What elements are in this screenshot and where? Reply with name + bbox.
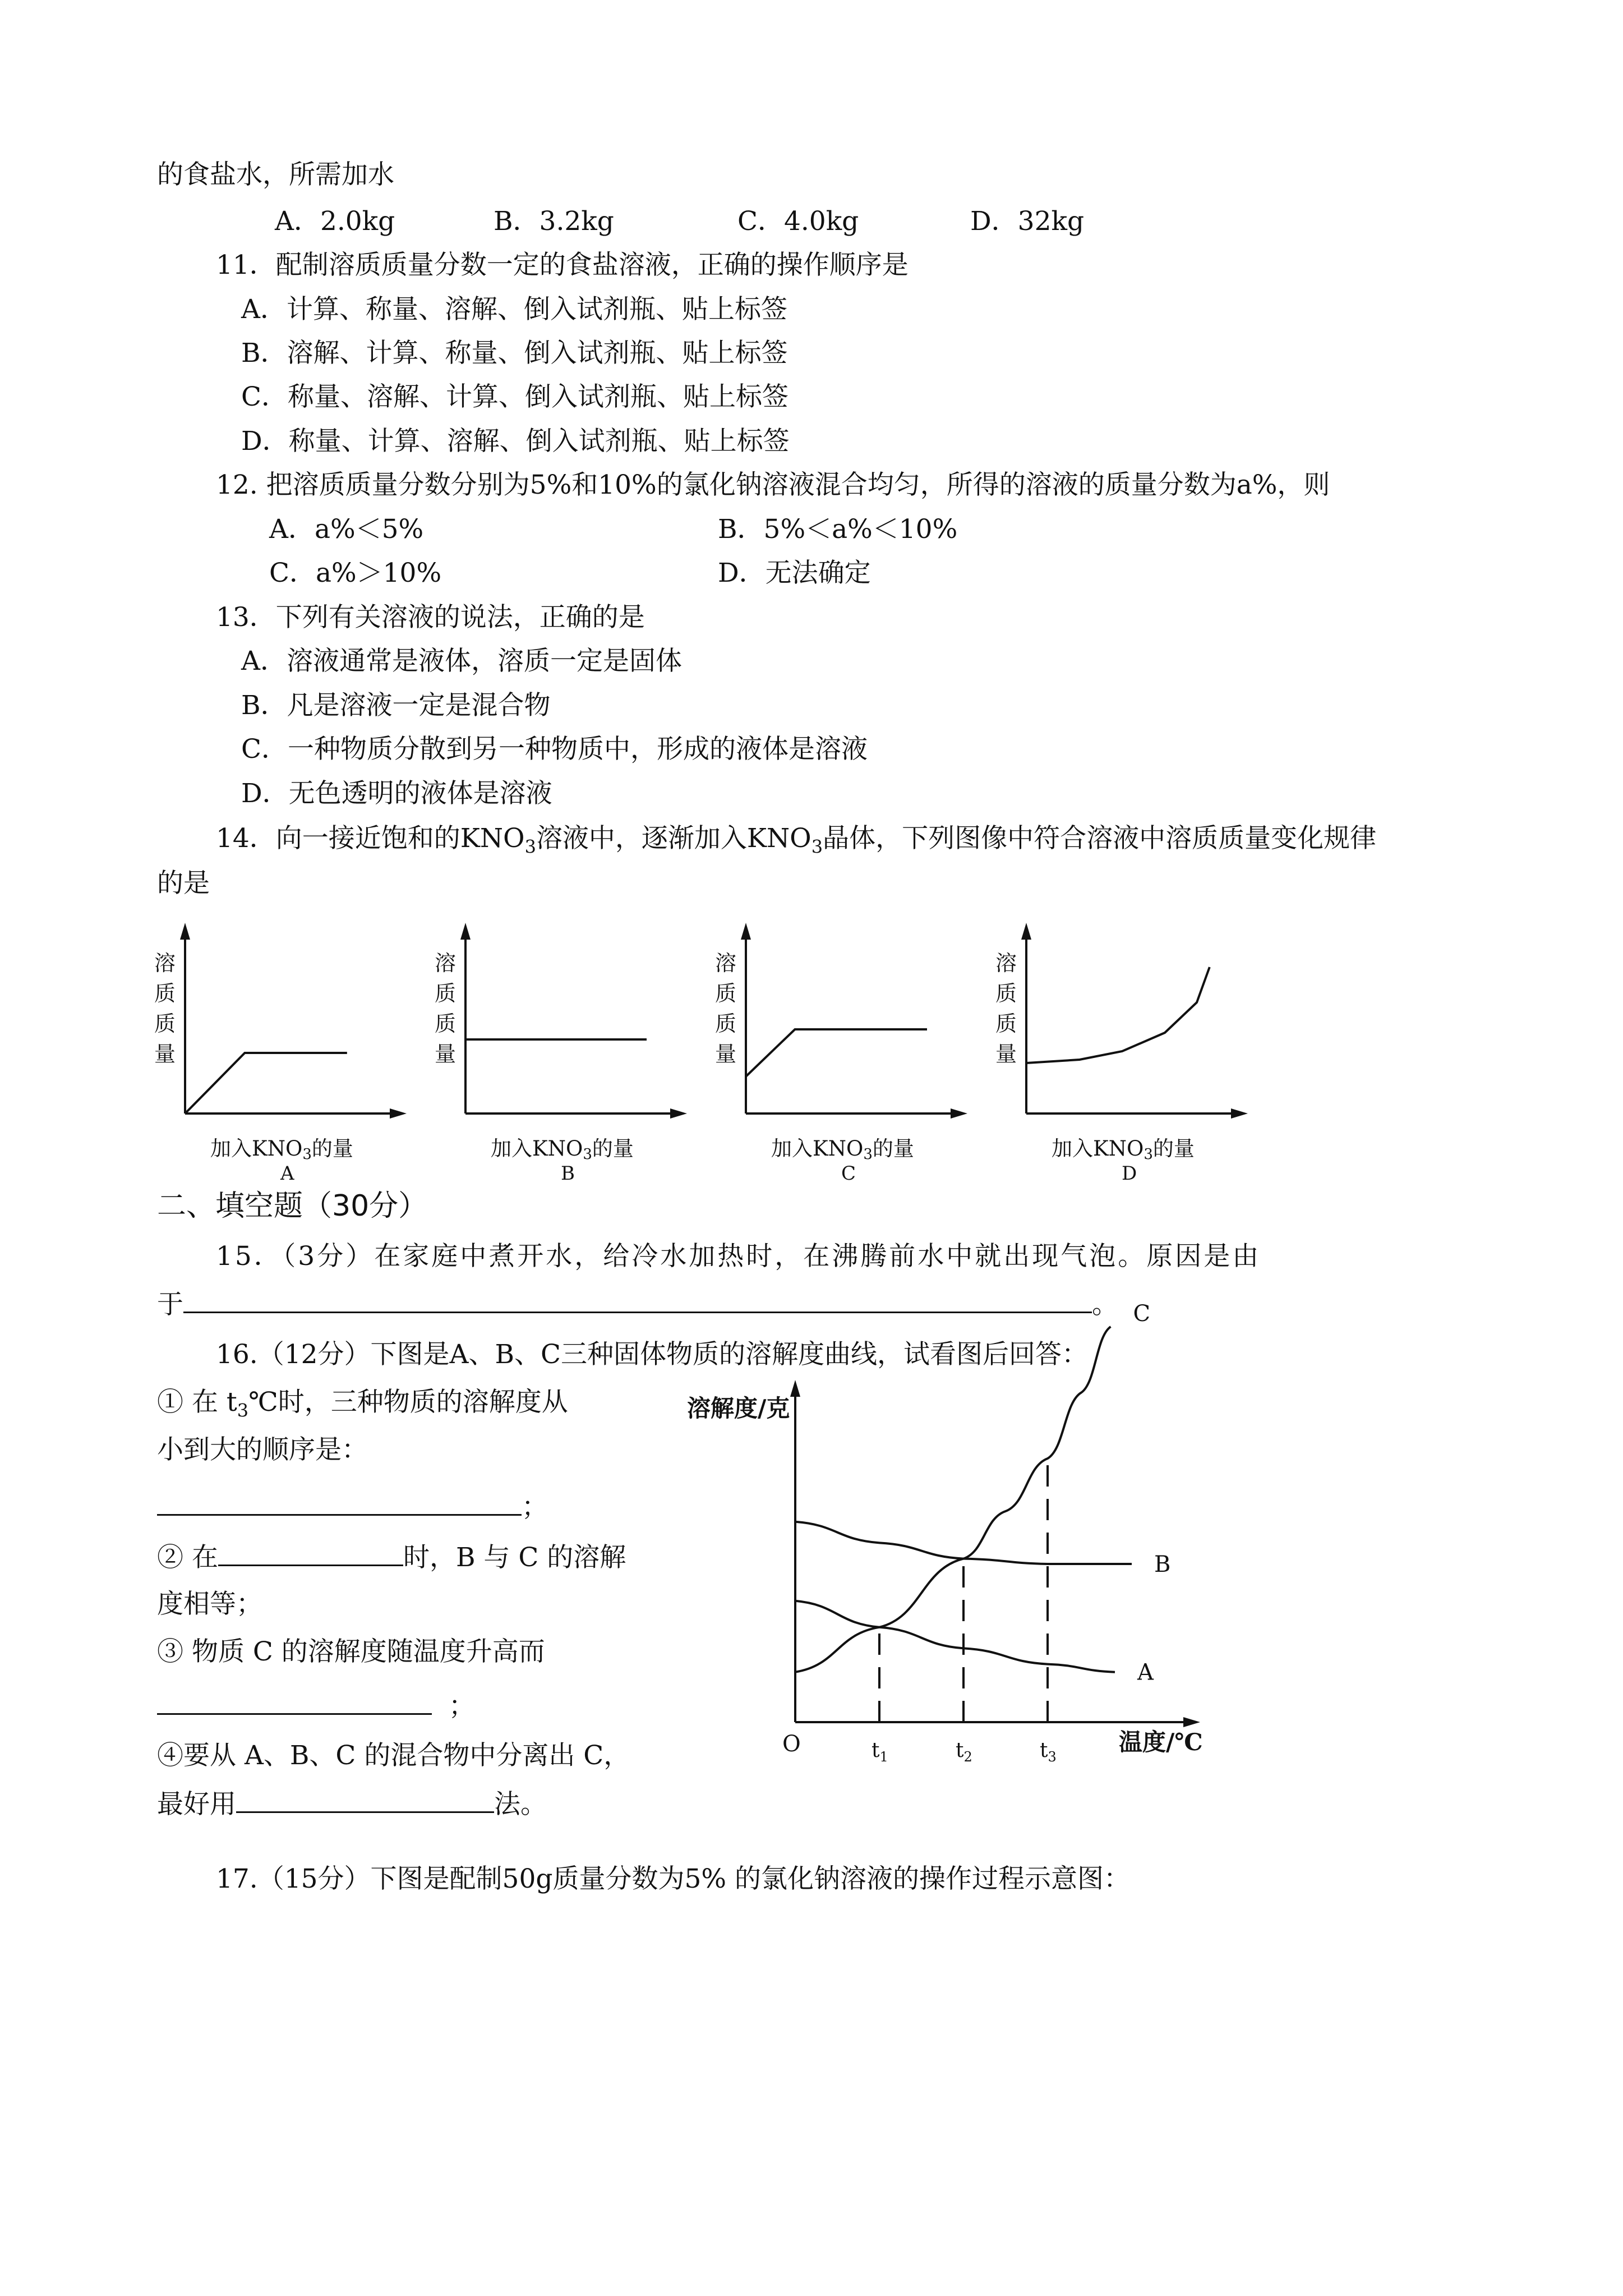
q10-option-d: D．32kg	[970, 206, 1085, 237]
q14-graph-c-xlabel: 加入KNO3的量	[771, 1137, 914, 1163]
q13-option-c: C．一种物质分散到另一种物质中，形成的液体是溶液	[241, 734, 868, 765]
q16-part3-answer: ；	[157, 1688, 475, 1723]
q14-graph-b-ylabel-char: 质	[435, 981, 457, 1006]
q13-option-a: A．溶液通常是液体，溶质一定是固体	[241, 646, 682, 677]
q13-option-b: B．凡是溶液一定是混合物	[241, 690, 551, 721]
q12-option-c: C．a%＞10%	[269, 558, 442, 588]
q16-part4: ④要从 A、B、C 的混合物中分离出 C，	[157, 1740, 630, 1771]
section2-title: 二、填空题（30分）	[157, 1189, 428, 1223]
q14-graph-a-xlabel: 加入KNO3的量	[210, 1137, 353, 1163]
sol-series-label-c: C	[1133, 1301, 1151, 1327]
q10-option-a: A．2.0kg	[275, 206, 395, 237]
q14-graph-d-xlabel: 加入KNO3的量	[1052, 1137, 1195, 1163]
q14-graph-b-ylabel-char: 量	[435, 1042, 457, 1066]
sol-tick-label-t2: $t_2$	[956, 1739, 972, 1765]
sol-series-c	[795, 1327, 1111, 1672]
q13-option-d: D．无色透明的液体是溶液	[241, 778, 552, 809]
q10-option-b: B．3.2kg	[494, 206, 614, 237]
q14-graph-a-ylabel-char: 量	[154, 1042, 176, 1066]
q14-stem: 14．向一接近饱和的$KNO_3$溶液中，逐渐加入$KNO_3$晶体，下列图像中符合溶液中溶质质量变化规律	[216, 823, 1377, 858]
q14-graph-b-ylabel-char: 溶	[435, 951, 457, 976]
q10-option-c: C．4.0kg	[737, 206, 859, 237]
q16-part1-line2: 小到大的顺序是：	[157, 1434, 368, 1465]
q14-graph-c-letter: C	[841, 1162, 856, 1185]
sol-xlabel: 温度/℃	[1119, 1728, 1203, 1756]
q11-stem: 11．配制溶质质量分数一定的食盐溶液，正确的操作顺序是	[216, 250, 909, 280]
sol-x-arrow	[1183, 1717, 1200, 1727]
sol-tick-label-t1: $t_1$	[872, 1739, 888, 1765]
q11-option-a: A．计算、称量、溶解、倒入试剂瓶、贴上标签	[241, 294, 787, 325]
q12-option-b: B．5%＜a%＜10%	[718, 514, 958, 545]
sol-y-arrow	[790, 1380, 800, 1397]
q13-stem: 13．下列有关溶液的说法，正确的是	[216, 602, 645, 633]
q14-graph-d-ylabel-char: 溶	[995, 951, 1017, 976]
sol-origin-label: O	[782, 1731, 801, 1757]
q16-part2-line2: 度相等；	[157, 1589, 262, 1619]
q16-stem: 16.（12分）下图是A、B、C三种固体物质的溶解度曲线，试看图后回答：	[216, 1339, 1088, 1370]
q12-option-a: A．a%＜5%	[269, 514, 424, 545]
q14-graph-a-ylabel-char: 质	[154, 1011, 176, 1036]
q12-stem: 12. 把溶质质量分数分别为5%和10%的氯化钠溶液混合均匀，所得的溶液的质量分数为a%，则	[216, 470, 1330, 500]
q14-stem-line2: 的是	[157, 868, 210, 899]
q14-graph-d-ylabel-char: 质	[995, 1011, 1017, 1036]
sol-ylabel: 溶解度/克	[687, 1395, 790, 1422]
q14-graph-a-ylabel-char: 质	[154, 981, 176, 1006]
q15-line2: 于 。	[157, 1287, 1118, 1322]
q16-part1: ① 在 $t_3℃$时，三种物质的溶解度从	[157, 1387, 568, 1421]
q14-graph-c-ylabel-char: 质	[715, 981, 737, 1006]
q14-graph-d-letter: D	[1122, 1162, 1137, 1185]
q16-part4-line2: 最好用 法。	[157, 1787, 547, 1821]
q14-graph-a-ylabel-char: 溶	[154, 951, 176, 976]
sol-series-a	[795, 1601, 1115, 1672]
sol-tick-label-t3: $t_3$	[1040, 1739, 1057, 1765]
q15-line1: 15．（3分）在家庭中煮开水，给冷水加热时，在沸腾前水中就出现气泡。原因是由	[216, 1241, 1261, 1272]
q14-graph-b-xlabel: 加入KNO3的量	[491, 1137, 634, 1163]
q12-option-d: D．无法确定	[718, 558, 871, 588]
q16-part2: ② 在 时，B 与 C 的溶解	[157, 1540, 626, 1575]
q11-option-b: B．溶解、计算、称量、倒入试剂瓶、贴上标签	[241, 338, 788, 369]
q14-graph-c-ylabel-char: 质	[715, 1011, 737, 1036]
q11-option-c: C．称量、溶解、计算、倒入试剂瓶、贴上标签	[241, 381, 789, 412]
q17-stem: 17.（15分）下图是配制50g质量分数为5% 的氯化钠溶液的操作过程示意图：	[216, 1864, 1130, 1894]
q14-graph-b-ylabel-char: 质	[435, 1011, 457, 1036]
q11-option-d: D．称量、计算、溶解、倒入试剂瓶、贴上标签	[241, 426, 790, 457]
q14-graph-c-ylabel-char: 溶	[715, 951, 737, 976]
q14-graph-d-ylabel-char: 质	[995, 981, 1017, 1006]
q14-graph-a-letter: A	[280, 1162, 294, 1185]
q14-graph-c-ylabel-char: 量	[715, 1042, 737, 1066]
q14-graph-d-ylabel-char: 量	[995, 1042, 1017, 1066]
q16-part3: ③ 物质 C 的溶解度随温度升高而	[157, 1636, 545, 1667]
sol-series-label-b: B	[1154, 1552, 1171, 1577]
sol-series-label-a: A	[1137, 1659, 1154, 1686]
q16-part1-answer: ；	[157, 1489, 548, 1524]
q14-graph-b-letter: B	[561, 1162, 575, 1185]
q10-tail: 的食盐水，所需加水	[157, 159, 394, 190]
